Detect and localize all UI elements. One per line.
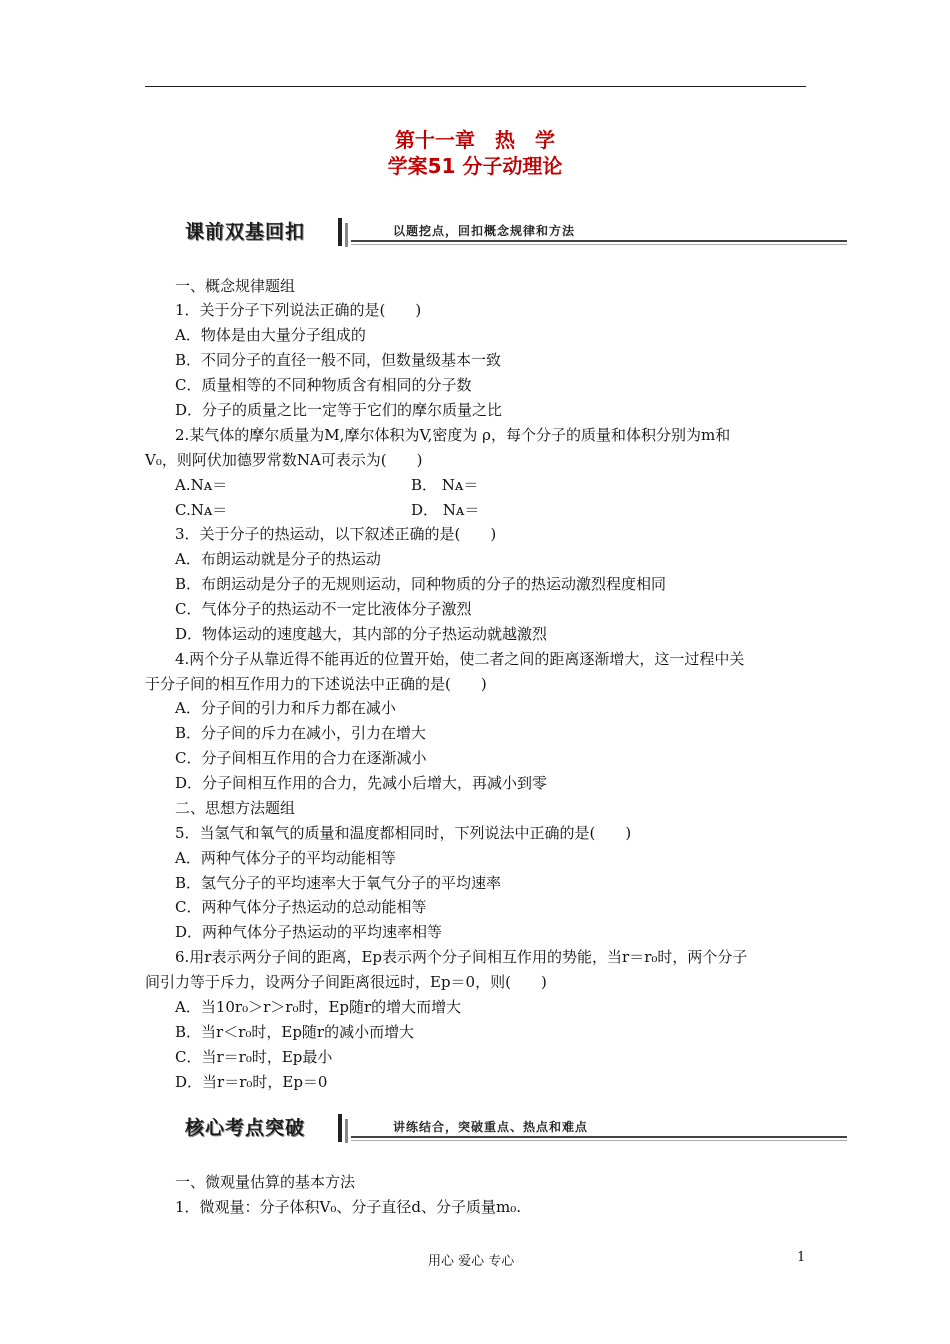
option: C．气体分子的热运动不一定比液体分子激烈 — [175, 600, 472, 618]
option: B．布朗运动是分子的无规则运动，同种物质的分子的热运动激烈程度相同 — [175, 575, 667, 593]
question-4-cont: 于分子间的相互作用力的下述说法中正确的是( ) — [145, 675, 487, 693]
option: C．分子间相互作用的合力在逐渐减小 — [175, 749, 427, 767]
lesson-title: 学案51 分子动理论 — [387, 154, 563, 178]
footer-text: 用心 爱心 专心 — [428, 1254, 515, 1269]
option: B． Nᴀ＝ — [411, 476, 479, 494]
section-heading: 一、概念规律题组 — [175, 277, 296, 295]
section-heading: 一、微观量估算的基本方法 — [175, 1173, 356, 1191]
banner-label: 核心考点突破 — [185, 1117, 306, 1139]
option: D．当r＝r₀时，Ep＝0 — [175, 1073, 328, 1091]
question-6: 6.用r表示两分子间的距离，Ep表示两个分子间相互作用的势能，当r＝r₀时，两个分子 — [175, 948, 748, 966]
banner-label: 课前双基回扣 — [185, 221, 306, 243]
banner-subtitle: 以题挖点，回扣概念规律和方法 — [393, 224, 576, 238]
option: A．物体是由大量分子组成的 — [175, 326, 366, 344]
option: D．分子的质量之比一定等于它们的摩尔质量之比 — [175, 401, 503, 419]
option: A．两种气体分子的平均动能相等 — [175, 849, 396, 867]
question-6-cont: 间引力等于斥力，设两分子间距离很远时，Ep＝0，则( ) — [145, 973, 547, 991]
question-5: 5．当氢气和氧气的质量和温度都相同时，下列说法中正确的是( ) — [175, 824, 632, 842]
banner-subtitle: 讲练结合，突破重点、热点和难点 — [393, 1120, 589, 1134]
option: C．当r＝r₀时，Ep最小 — [175, 1048, 333, 1066]
option: D．分子间相互作用的合力，先减小后增大，再减小到零 — [175, 774, 548, 792]
section-banner-core — [175, 1114, 847, 1146]
page-number: 1 — [797, 1250, 806, 1265]
paragraph: 1．微观量：分子体积V₀、分子直径d、分子质量m₀. — [175, 1198, 521, 1216]
option: A.Nᴀ＝ — [175, 476, 228, 494]
chapter-title: 第十一章 热 学 — [395, 128, 555, 152]
option: B．不同分子的直径一般不同，但数量级基本一致 — [175, 351, 502, 369]
option: D．两种气体分子热运动的平均速率相等 — [175, 923, 443, 941]
section-heading: 二、思想方法题组 — [175, 799, 296, 817]
header-rule — [145, 86, 806, 87]
option: C．质量相等的不同种物质含有相同的分子数 — [175, 376, 472, 394]
option: A．当10r₀＞r＞r₀时，Ep随r的增大而增大 — [175, 998, 462, 1016]
option: A．布朗运动就是分子的热运动 — [175, 550, 381, 568]
option: B．氢气分子的平均速率大于氧气分子的平均速率 — [175, 874, 502, 892]
option: B．当r＜r₀时，Ep随r的减小而增大 — [175, 1023, 415, 1041]
option: D．物体运动的速度越大，其内部的分子热运动就越激烈 — [175, 625, 548, 643]
option: C.Nᴀ＝ — [175, 501, 228, 519]
question-2: 2.某气体的摩尔质量为M,摩尔体积为V,密度为 ρ，每个分子的质量和体积分别为m和 — [175, 426, 731, 444]
question-4: 4.两个分子从靠近得不能再近的位置开始，使二者之间的距离逐渐增大，这一过程中关 — [175, 650, 745, 668]
option: A．分子间的引力和斥力都在减小 — [175, 699, 396, 717]
option: B．分子间的斥力在减小，引力在增大 — [175, 724, 427, 742]
question-2-cont: V₀，则阿伏加德罗常数NA可表示为( ) — [145, 451, 423, 469]
section-banner-review — [175, 218, 847, 250]
option: C．两种气体分子热运动的总动能相等 — [175, 898, 427, 916]
option: D． Nᴀ＝ — [411, 501, 480, 519]
question-3: 3．关于分子的热运动，以下叙述正确的是( ) — [175, 525, 497, 543]
question-1: 1．关于分子下列说法正确的是( ) — [175, 301, 422, 319]
